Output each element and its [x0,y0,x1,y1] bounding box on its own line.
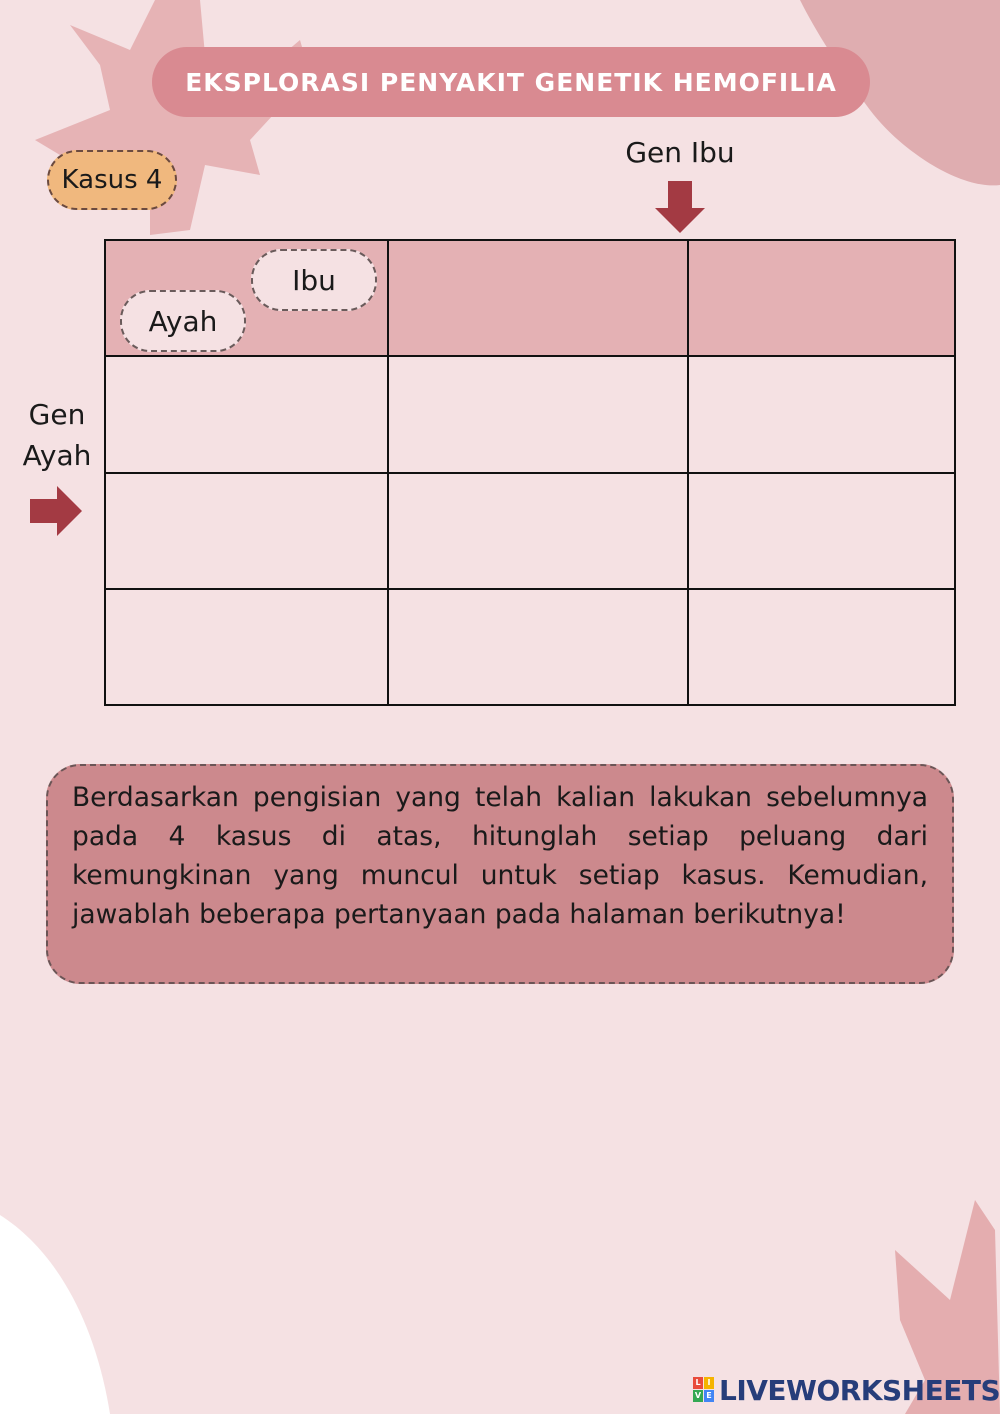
ayah-allele-cell-3[interactable] [105,589,388,705]
offspring-cell-1-1[interactable] [388,356,688,472]
ayah-corner-label: Ayah [120,290,246,352]
punnett-square-table [104,239,956,706]
ibu-allele-cell-2[interactable] [688,240,955,356]
ibu-allele-cell-1[interactable] [388,240,688,356]
ayah-allele-cell-2[interactable] [105,473,388,589]
offspring-cell-3-2[interactable] [688,589,955,705]
arrow-down-icon [655,181,705,233]
ibu-corner-label: Ibu [251,249,377,311]
offspring-cell-2-2[interactable] [688,473,955,589]
arrow-right-icon [30,486,82,536]
blob-bottom-left-decoration [0,1215,110,1414]
table-row [105,473,955,589]
gen-ayah-line2: Ayah [22,439,92,472]
table-row [105,356,955,472]
table-row [105,589,955,705]
offspring-cell-3-1[interactable] [388,589,688,705]
instruction-text: Berdasarkan pengisian yang telah kalian lakukan sebelumnya pada 4 kasus di atas, hitunglah setiap peluang dari kemungkinan yang muncul untuk setiap kasus. Kemudian, jawablah beberapa pertanyaan pada halaman berikutnya! [72,782,928,930]
ayah-allele-cell-1[interactable] [105,356,388,472]
liveworksheets-wordmark: LIVEWORKSHEETS [719,1373,1000,1407]
offspring-cell-1-2[interactable] [688,356,955,472]
liveworksheets-logo [693,1371,1000,1409]
gen-ibu-label: Gen Ibu [625,136,735,169]
offspring-cell-2-1[interactable] [388,473,688,589]
title-banner [152,47,870,117]
page-title: EKSPLORASI PENYAKIT GENETIK HEMOFILIA [185,67,837,97]
instruction-box [46,764,954,984]
gen-ayah-label [14,394,100,476]
gen-ayah-line1: Gen [28,398,86,431]
case-badge: Kasus 4 [47,150,177,210]
liveworksheets-mark-icon: L I V E [693,1377,715,1403]
corner-cell [105,240,388,356]
table-header-row [105,240,955,356]
